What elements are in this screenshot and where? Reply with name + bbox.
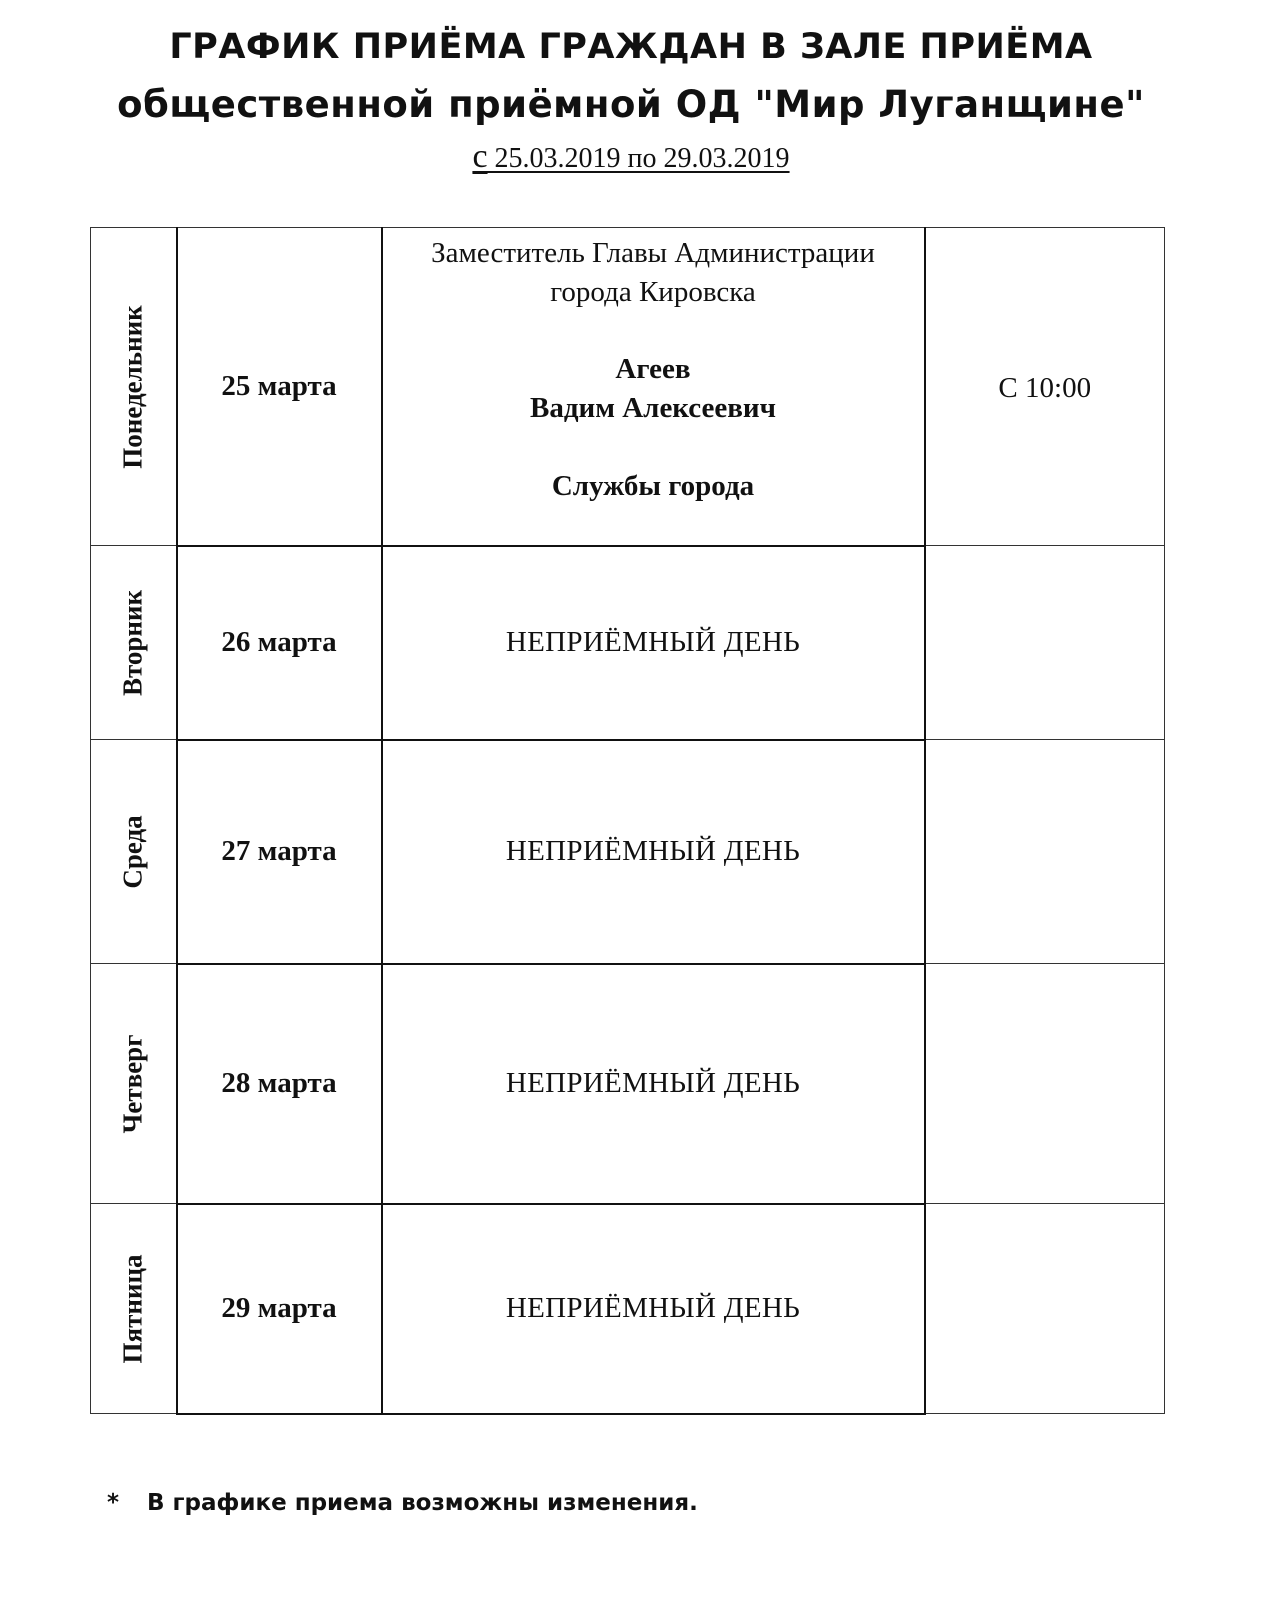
date-cell: 27 марта — [177, 740, 382, 964]
official-name: Вадим Алексеевич — [530, 392, 776, 425]
status-cell: НЕПРИЁМНЫЙ ДЕНЬ — [382, 1204, 925, 1414]
table-row — [91, 740, 1165, 964]
note-marker: * — [107, 1490, 120, 1516]
period-prefix: с — [472, 138, 488, 175]
title-line-1: ГРАФИК ПРИЁМА ГРАЖДАН В ЗАЛЕ ПРИЁМА — [169, 27, 1093, 67]
reception-topic: Службы города — [551, 469, 755, 502]
day-cell — [91, 1204, 177, 1414]
time-cell — [925, 740, 1165, 964]
day-label: Среда — [117, 814, 148, 889]
date-cell: 29 марта — [177, 1204, 382, 1414]
table-row — [91, 228, 1165, 546]
table-row — [91, 964, 1165, 1204]
day-cell — [91, 740, 177, 964]
status-cell: НЕПРИЁМНЫЙ ДЕНЬ — [382, 546, 925, 740]
time-cell — [925, 964, 1165, 1204]
period-range: 25.03.2019 по 29.03.2019 — [487, 143, 790, 174]
table-row — [91, 1204, 1165, 1414]
period — [0, 140, 1262, 174]
status-cell: НЕПРИЁМНЫЙ ДЕНЬ — [382, 964, 925, 1204]
date-cell: 28 марта — [177, 964, 382, 1204]
day-label: Понедельник — [117, 304, 148, 469]
date-cell: 25 марта — [177, 228, 382, 546]
day-label: Четверг — [117, 1034, 148, 1133]
day-cell — [91, 228, 177, 546]
time-cell: С 10:00 — [925, 228, 1165, 546]
day-cell — [91, 964, 177, 1204]
note-text: В графике приема возможны изменения. — [147, 1490, 698, 1516]
time-cell — [925, 1204, 1165, 1414]
official-position-line-2: города Кировска — [550, 276, 756, 309]
time-cell — [925, 546, 1165, 740]
official-surname: Агеев — [615, 353, 691, 386]
footer-note — [107, 1490, 698, 1516]
schedule-table — [90, 227, 1165, 1415]
status-cell: НЕПРИЁМНЫЙ ДЕНЬ — [382, 740, 925, 964]
day-label: Пятница — [117, 1253, 148, 1364]
reception-details-block — [383, 234, 924, 506]
table-row — [91, 546, 1165, 740]
title-line-2: общественной приёмной ОД "Мир Луганщине" — [117, 83, 1145, 126]
official-position-line-1: Заместитель Главы Администрации — [431, 237, 875, 269]
date-cell: 26 марта — [177, 546, 382, 740]
reception-details — [382, 228, 925, 546]
day-label: Вторник — [117, 589, 148, 696]
day-cell — [91, 546, 177, 740]
